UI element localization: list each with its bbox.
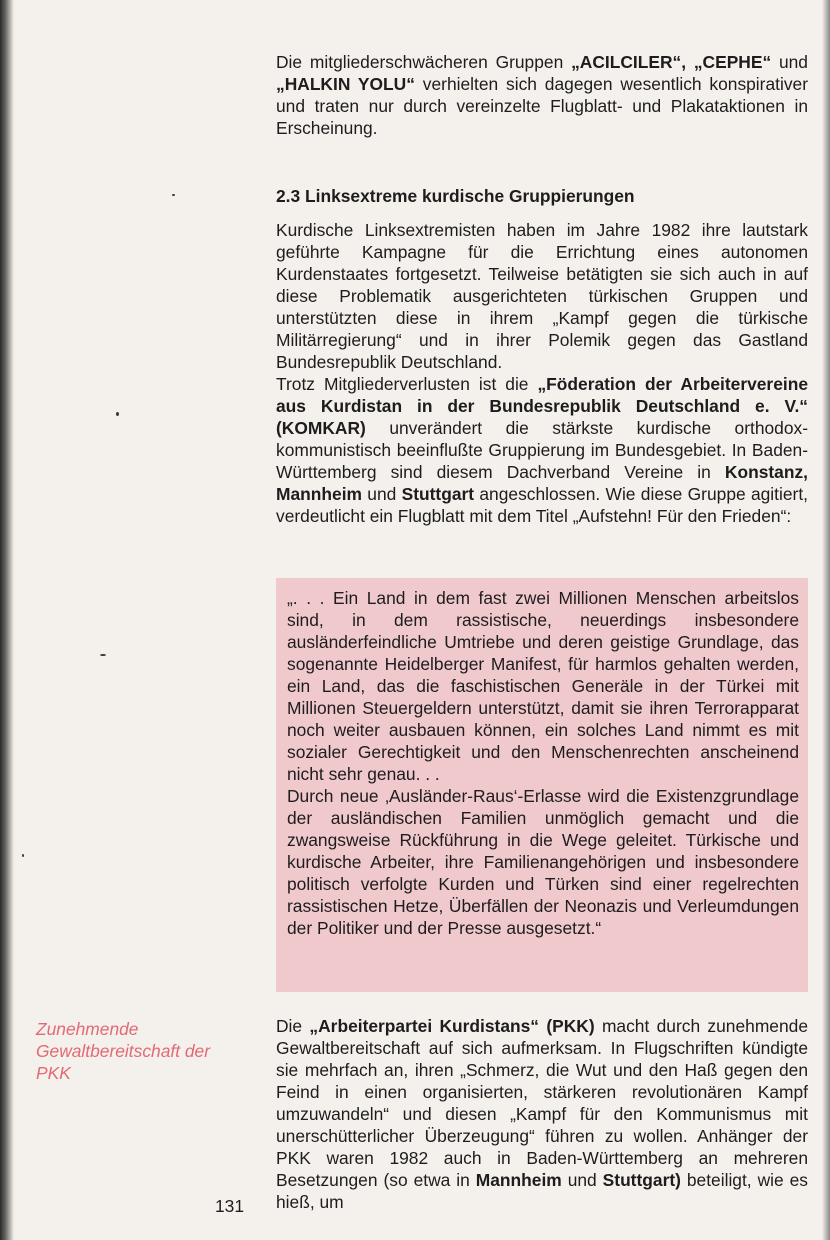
group-name-halkin-yolu: „HALKIN YOLU“ (276, 74, 415, 94)
city-mannheim: Mannheim (475, 1170, 562, 1190)
section-heading: 2.3 Linksextreme kurdische Gruppierungen (276, 186, 635, 206)
body-text: Trotz Mitgliederverlusten ist die (276, 374, 538, 394)
pkk-paragraph (276, 1015, 808, 1213)
city-stuttgart: Stuttgart) (602, 1170, 681, 1190)
paper-speck (100, 654, 106, 656)
section-body (276, 219, 808, 527)
body-text: Die (276, 1016, 310, 1036)
intro-text: verhielten sich dagegen wesentlich konspirativer und traten nur durch vereinzelte Flugblatt- und Plakataktionen in Erscheinung. (276, 74, 808, 138)
group-name-cephe: „CEPHE“ (693, 52, 772, 72)
body-text: und (561, 1170, 603, 1190)
leaflet-quote (287, 587, 799, 939)
page-edge-shadow (822, 0, 830, 1240)
body-text: und (362, 484, 402, 504)
group-name-acilciler: „ACILCILER“, (571, 52, 687, 72)
intro-text (686, 52, 694, 72)
quote-paragraph-2: Durch neue ‚Ausländer-Raus‘-Erlasse wird die Existenzgrundlage der ausländischen Familien unmöglich gemacht und die zwangsweise Rückführung in die Wege geleitet. Türkische und kurdische Arbeiter, ihre Familienangehörigen und insbesondere politisch verfolgte Kurden und Türken sind einer regelrechten rassistischen Hetze, Überfällen der Neonazis und Verleumdungen der Politiker und der Presse ausgesetzt.“ (287, 786, 799, 938)
intro-text: und (771, 52, 808, 72)
paper-speck (22, 854, 24, 857)
page-gutter-shadow (0, 0, 14, 1240)
quote-paragraph-1: „. . . Ein Land in dem fast zwei Millionen Menschen arbeitslos sind, in dem rassistische, neuerdings insbesondere ausländerfeindliche Umtriebe und deren geistige Grundlage, das sogenannte Heidelberger Manifest, für harmlos gehalten werden, ein Land, das die faschistischen Generäle in der Türkei mit Millionen Steuergeldern unterstützt, damit sie ihren Terrorapparat noch weiter ausbauen können, ein solches Land nimmt es mit sozialer Gerechtigkeit und den Menschenrechten anscheinend nicht sehr genau. . . (287, 588, 799, 784)
section-paragraph-2 (276, 373, 808, 527)
body-text: angeschlossen. Wie diese Gruppe agitiert, verdeutlicht ein Flugblatt mit dem Titel „Aufstehn! Für den Frieden“: (276, 484, 808, 526)
body-text: unverändert die stärkste kurdische orthodox-kommunistisch beeinflußte Gruppierung im Bundesgebiet. In Baden-Württemberg sind diesem Dachverband Vereine in (276, 418, 808, 482)
body-text: beteiligt, wie es hieß, um (276, 1170, 809, 1212)
body-text: macht durch zunehmende Gewaltbereitschaft auf sich aufmerksam. In Flugschriften kündigte sie mehrfach an, ihren „Schmerz, die Wut und den Haß gegen den Feind in einen organisierten, stärkeren revolutionären Kampf umzuwandeln“ und diesen „Kampf für den Kommunismus mit unerschütterlicher Überzeugung“ führen zu wollen. Anhänger der PKK waren 1982 auch in Baden-Württemberg an mehreren Besetzungen (so etwa in (276, 1016, 808, 1190)
section-paragraph-1: Kurdische Linksextremisten haben im Jahre 1982 ihre lautstark geführte Kampagne für die Errichtung eines autonomen Kurdenstaates fortgesetzt. Teilweise betätigten sie sich auch in auf diese Problematik ausgerichteten türkischen Gruppen und unterstützten diese in ihrem „Kampf gegen die türkische Militärregierung“ und in ihrer Polemik gegen das Gastland Bundesrepublik Deutschland. (276, 220, 808, 372)
intro-paragraph (276, 51, 808, 139)
paper-speck (172, 194, 175, 196)
city-stuttgart: Stuttgart (401, 484, 475, 504)
page-number: 131 (215, 1196, 245, 1216)
komkar-name: „Föderation der Arbeitervereine aus Kurdistan in der Bundesrepublik Deutschland e. V.“ (KOMKAR) (276, 374, 808, 438)
pkk-name: „Arbeiterpartei Kurdistans“ (PKK) (309, 1016, 595, 1036)
cities-konstanz-mannheim: Konstanz, Mannheim (276, 462, 808, 504)
margin-note: Zunehmende Gewaltbereitschaft der PKK (36, 1019, 210, 1083)
intro-text: Die mitgliederschwächeren Gruppen (276, 52, 572, 72)
paper-speck (116, 412, 119, 416)
